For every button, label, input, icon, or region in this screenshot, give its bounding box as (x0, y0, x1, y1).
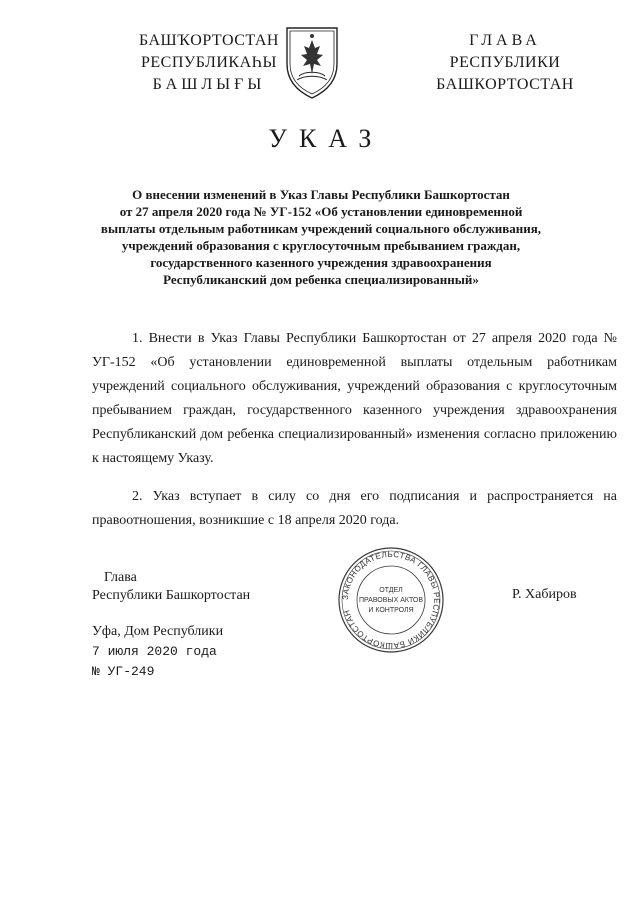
header-left-line-3: БАШЛЫҒЫ (152, 76, 266, 93)
decree-heading: УКАЗ (268, 124, 384, 153)
official-stamp (336, 545, 446, 655)
header-right-line-2: РЕСПУБЛИКИ (449, 54, 561, 71)
paragraph-1: 1. Внести в Указ Главы Республики Башкортостан от 27 апреля 2020 года № УГ-152 «Об установлении единовременной выплаты отдельным работникам учреждений социального обслуживания, учреждений образования с круглосуточным пребыванием граждан, государственного казенного учреждения здравоохранения Республиканский дом ребенка специализированный» изменения согласно приложению к настоящему Указу. (92, 331, 617, 466)
header-right-line-3: БАШКОРТОСТАН (436, 76, 574, 93)
title-line-1: О внесении изменений в Указ Главы Республики Башкортостан (132, 187, 510, 202)
stamp-ring-text: ЗАКОНОДАТЕЛЬСТВА ГЛАВЫ РЕСПУБЛИКИ БАШКОРТОСТАН (340, 549, 442, 651)
stamp-center-line-2: ПРАВОВЫХ АКТОВ (358, 597, 424, 604)
header-russian (410, 30, 600, 96)
title-line-5: государственного казенного учреждения здравоохранения (150, 255, 492, 270)
date-line: 7 июля 2020 года (92, 644, 217, 659)
header-left-line-2: РЕСПУБЛИКАҺЫ (141, 54, 277, 71)
place-and-date (92, 622, 223, 682)
title-line-6: Республиканский дом ребенка специализированный» (163, 272, 479, 287)
title-line-3: выплаты отдельным работникам учреждений социального обслуживания, (100, 221, 542, 236)
stamp-center-line-3: И КОНТРОЛЯ (368, 607, 414, 614)
decree-number: № УГ-249 (92, 664, 155, 679)
signatory-position-line-1: Глава (104, 570, 137, 585)
signatory-position-line-2: Республики Башкортостан (92, 588, 251, 603)
signatory-name: Р. Хабиров (512, 587, 577, 602)
title-line-4: учреждений образования с круглосуточным пребыванием граждан, (121, 238, 521, 253)
header-left-line-1: БАШҠОРТОСТАН (139, 32, 279, 49)
signatory-position (92, 569, 250, 605)
stamp-center-line-1: ОТДЕЛ (379, 587, 403, 594)
paragraph-2: 2. Указ вступает в силу со дня его подписания и распространяется на правоотношения, возникшие с 18 апреля 2020 года. (92, 489, 617, 528)
place-line: Уфа, Дом Республики (92, 624, 224, 639)
decree-title (90, 186, 552, 288)
coat-of-arms-emblem (281, 24, 343, 100)
title-line-2: от 27 апреля 2020 года № УГ-152 «Об установлении единовременной (119, 204, 523, 219)
header-right-line-1: ГЛАВА (469, 32, 541, 49)
